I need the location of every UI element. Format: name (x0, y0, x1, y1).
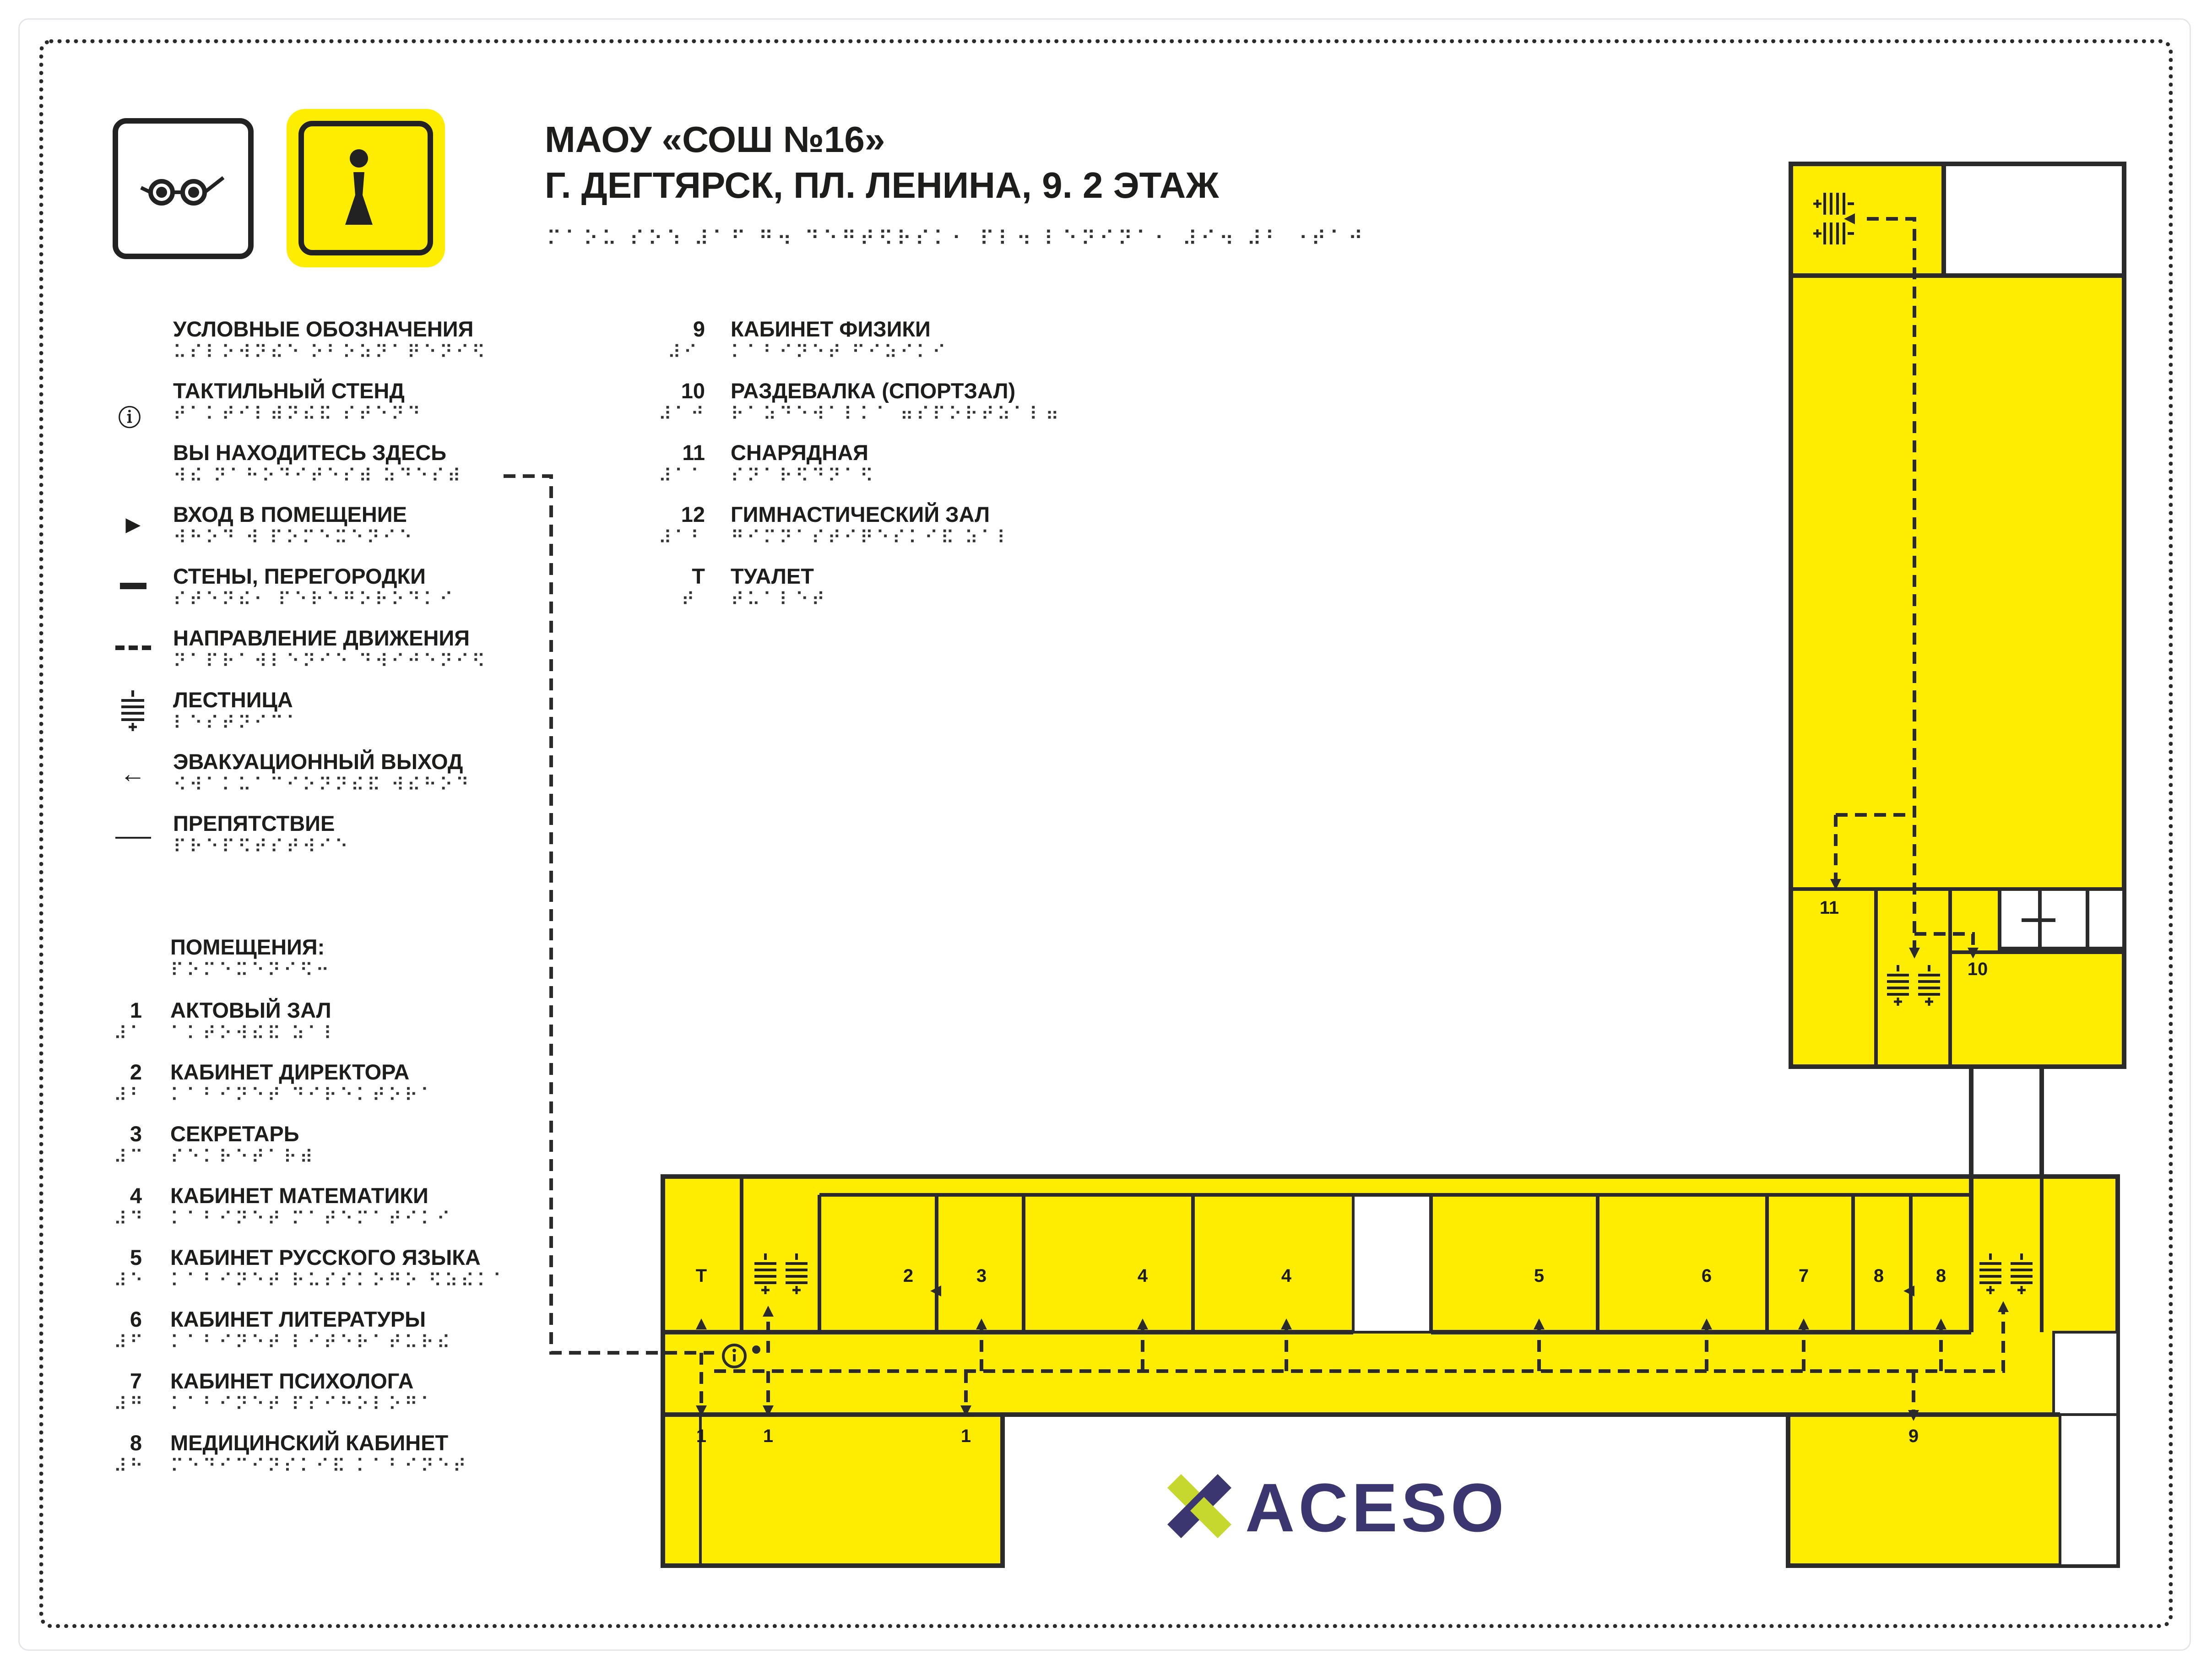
map-label-9: 9 (1908, 1426, 1919, 1446)
legend-label: ЭВАКУАЦИОННЫЙ ВЫХОД (173, 749, 463, 774)
map-label-11: 11 (1819, 898, 1839, 918)
room-number-braille: ⠼⠁⠚ (658, 404, 707, 424)
map-label-2: 2 (903, 1266, 914, 1286)
rooms-title: ПОМЕЩЕНИЯ: (170, 935, 325, 959)
room-number: 9 (693, 317, 705, 341)
map-label-3: 3 (976, 1266, 987, 1286)
map-label-5: 5 (1534, 1266, 1545, 1286)
room-number: 5 (130, 1245, 142, 1269)
legend-label: ВЫ НАХОДИТЕСЬ ЗДЕСЬ (173, 440, 447, 465)
legend-title-braille: ⠥⠎⠇⠕⠺⠝⠮⠑ ⠕⠃⠕⠵⠝⠁⠟⠑⠝⠊⠫ (173, 342, 488, 363)
room-braille: ⠛⠊⠍⠝⠁⠎⠞⠊⠟⠑⠎⠅⠊⠯ ⠵⠁⠇ (731, 528, 1014, 548)
map-label-4b: 4 (1281, 1266, 1292, 1286)
room-braille: ⠞⠥⠁⠇⠑⠞ (731, 590, 828, 610)
legend-label: ПРЕПЯТСТВИЕ (173, 811, 335, 835)
legend-label: ТАКТИЛЬНЫЙ СТЕНД (173, 379, 405, 403)
room-braille: ⠁⠅⠞⠕⠺⠮⠯ ⠵⠁⠇ (170, 1024, 340, 1044)
room-number-braille: ⠼⠁⠃ (658, 528, 707, 548)
white-room (2054, 1332, 2118, 1415)
room-braille: ⠅⠁⠃⠊⠝⠑⠞ ⠏⠎⠊⠓⠕⠇⠕⠛⠁ (170, 1394, 437, 1415)
room-braille: ⠅⠁⠃⠊⠝⠑⠞ ⠋⠊⠵⠊⠅⠊ (731, 342, 949, 363)
legend-braille: ⠎⠞⠑⠝⠮⠂ ⠏⠑⠗⠑⠛⠕⠗⠕⠙⠅⠊ (173, 590, 456, 610)
room-number-braille: ⠼⠊ (667, 342, 700, 363)
room-braille: ⠎⠝⠁⠗⠫⠙⠝⠁⠫ (731, 466, 876, 486)
map-label-1a: 1 (696, 1426, 707, 1446)
legend-braille: ⠞⠁⠅⠞⠊⠇⠾⠝⠮⠯ ⠎⠞⠑⠝⠙ (173, 404, 423, 424)
room-number-braille: ⠼⠓ (114, 1456, 146, 1476)
title-braille: ⠍⠁⠕⠥ ⠎⠕⠱ ⠼⠁⠋ ⠛⠲ ⠙⠑⠛⠞⠫⠗⠎⠅⠂ ⠏⠇⠲ ⠇⠑⠝⠊⠝⠁⠂ ⠼⠊⠲ ⠼⠃ ⠐⠞⠁⠚ (547, 228, 1367, 250)
room-number-braille: ⠼⠛ (114, 1394, 146, 1415)
legend-label: СТЕНЫ, ПЕРЕГОРОДКИ (173, 564, 426, 588)
map-label-7: 7 (1798, 1266, 1809, 1286)
room-braille: ⠅⠁⠃⠊⠝⠑⠞ ⠇⠊⠞⠑⠗⠁⠞⠥⠗⠮ (170, 1333, 453, 1353)
room-number: 3 (130, 1122, 142, 1146)
legend-braille: ⠇⠑⠎⠞⠝⠊⠉⠁ (173, 713, 303, 733)
room-number-braille: ⠼⠃ (114, 1085, 146, 1106)
room-label: КАБИНЕТ ПСИХОЛОГА (170, 1369, 414, 1393)
map-label-1c: 1 (960, 1426, 971, 1446)
room-number: 12 (681, 502, 705, 526)
aceso-logo-text: ACESO (1245, 1469, 1508, 1546)
map-label-toilet: Т (695, 1266, 707, 1286)
legend-label: ЛЕСТНИЦА (173, 688, 293, 712)
room-label: КАБИНЕТ МАТЕМАТИКИ (170, 1183, 428, 1208)
aceso-logo (1167, 1469, 1507, 1546)
aceso-logo-mark (1167, 1474, 1231, 1538)
room-label: КАБИНЕТ РУССКОГО ЯЗЫКА (170, 1245, 481, 1269)
legend-braille: ⠝⠁⠏⠗⠁⠺⠇⠑⠝⠊⠑ ⠙⠺⠊⠚⠑⠝⠊⠫ (173, 651, 488, 672)
room-label: МЕДИЦИНСКИЙ КАБИНЕТ (170, 1431, 449, 1455)
map-label-1b: 1 (763, 1426, 774, 1446)
room-number-braille: ⠼⠙ (114, 1209, 146, 1229)
info-circle-icon: ⓘ (118, 405, 141, 431)
rooms-title-braille: ⠏⠕⠍⠑⠭⠑⠝⠊⠫⠒ (170, 960, 332, 981)
room-label: ТУАЛЕТ (731, 564, 814, 588)
room-number: 7 (130, 1369, 142, 1393)
legend-label: НАПРАВЛЕНИЕ ДВИЖЕНИЯ (173, 626, 470, 650)
room-label: СНАРЯДНАЯ (731, 440, 868, 465)
map-label-8b: 8 (1936, 1266, 1946, 1286)
legend-braille: ⠺⠓⠕⠙ ⠺ ⠏⠕⠍⠑⠭⠑⠝⠊⠑ (173, 528, 415, 548)
map-label-10: 10 (1967, 959, 1988, 979)
gym-wing (1791, 164, 2124, 1067)
map-label-6: 6 (1701, 1266, 1712, 1286)
white-room (2000, 889, 2124, 949)
map-label-8a: 8 (1873, 1266, 1884, 1286)
legend-label: ВХОД В ПОМЕЩЕНИЕ (173, 502, 407, 526)
school-title: МАОУ «СОШ №16» (545, 119, 885, 160)
white-room (1944, 164, 2124, 276)
legend-braille: ⠪⠺⠁⠅⠥⠁⠉⠊⠕⠝⠝⠮⠯ ⠺⠮⠓⠕⠙ (173, 775, 472, 795)
room-braille: ⠎⠑⠅⠗⠑⠞⠁⠗⠾ (170, 1147, 316, 1167)
room-braille: ⠅⠁⠃⠊⠝⠑⠞ ⠙⠊⠗⠑⠅⠞⠕⠗⠁ (170, 1085, 437, 1106)
map-label-4a: 4 (1137, 1266, 1148, 1286)
room-braille: ⠍⠑⠙⠊⠉⠊⠝⠎⠅⠊⠯ ⠅⠁⠃⠊⠝⠑⠞ (170, 1456, 469, 1476)
legend-title: УСЛОВНЫЕ ОБОЗНАЧЕНИЯ (173, 317, 474, 341)
address-title: Г. ДЕГТЯРСК, ПЛ. ЛЕНИНА, 9. 2 ЭТАЖ (545, 165, 1219, 206)
room-label: РАЗДЕВАЛКА (СПОРТЗАЛ) (731, 379, 1016, 403)
room-number-braille: ⠼⠁ (114, 1024, 146, 1044)
room-number-braille: ⠼⠋ (114, 1333, 146, 1353)
room-number-braille: ⠞ (681, 590, 698, 610)
legend-braille: ⠏⠗⠑⠏⠫⠞⠎⠞⠺⠊⠑ (173, 837, 351, 857)
legend-braille: ⠺⠮ ⠝⠁⠓⠕⠙⠊⠞⠑⠎⠾ ⠵⠙⠑⠎⠾ (173, 466, 464, 486)
room-label: СЕКРЕТАРЬ (170, 1122, 299, 1146)
room-label: КАБИНЕТ ЛИТЕРАТУРЫ (170, 1307, 426, 1331)
room-number: Т (692, 564, 705, 588)
exit-arrow-icon: ← (120, 759, 146, 788)
room-number: 4 (130, 1183, 142, 1208)
room-number: 11 (682, 440, 705, 465)
room-number: 8 (130, 1431, 142, 1455)
room-label: АКТОВЫЙ ЗАЛ (170, 998, 331, 1022)
room-number: 10 (681, 379, 705, 403)
room-braille: ⠅⠁⠃⠊⠝⠑⠞ ⠗⠥⠎⠎⠅⠕⠛⠕ ⠫⠵⠮⠅⠁ (170, 1271, 510, 1291)
white-room (2060, 1415, 2118, 1566)
room-number-braille: ⠼⠑ (114, 1271, 146, 1291)
connector (1971, 1067, 2042, 1177)
room-label: КАБИНЕТ ДИРЕКТОРА (170, 1060, 410, 1084)
white-room (1353, 1195, 1431, 1332)
room-number-braille: ⠼⠁⠁ (658, 466, 707, 486)
room-braille: ⠅⠁⠃⠊⠝⠑⠞ ⠍⠁⠞⠑⠍⠁⠞⠊⠅⠊ (170, 1209, 453, 1229)
room-label: ГИМНАСТИЧЕСКИЙ ЗАЛ (731, 502, 990, 526)
room-number-braille: ⠼⠉ (114, 1147, 146, 1167)
room-number: 2 (130, 1060, 142, 1084)
room-braille: ⠗⠁⠵⠙⠑⠺⠁⠇⠅⠁ ⠶⠎⠏⠕⠗⠞⠵⠁⠇⠶ (731, 404, 1062, 424)
room-label: КАБИНЕТ ФИЗИКИ (731, 317, 931, 341)
room-number: 6 (130, 1307, 142, 1331)
room-number: 1 (130, 998, 142, 1022)
entry-arrow-icon: ▶ (126, 515, 140, 535)
